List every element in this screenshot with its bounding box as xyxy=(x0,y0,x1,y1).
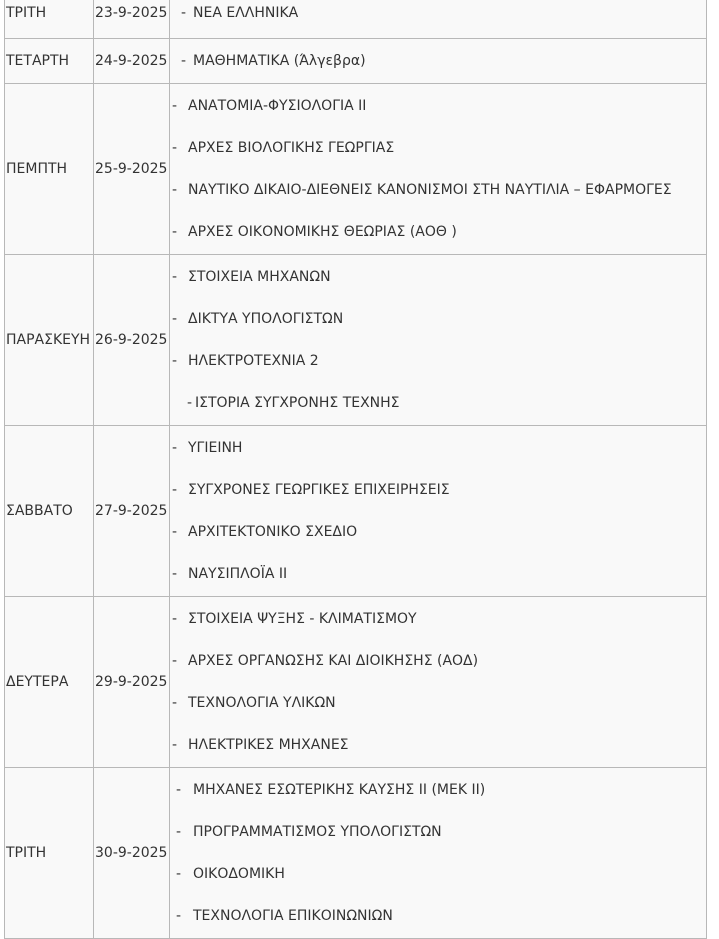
subject-text: ΑΡΧΕΣ ΟΡΓΑΝΩΣΗΣ ΚΑΙ ΔΙΟΙΚΗΣΗΣ (ΑΟΔ) xyxy=(188,653,479,669)
exam-schedule-table xyxy=(4,0,707,939)
subject-text: ΣΤΟΙΧΕΙΑ ΨΥΞΗΣ - ΚΛΙΜΑΤΙΣΜΟΥ xyxy=(188,611,417,627)
subjects-cell xyxy=(170,255,707,426)
date-cell: 24-9-2025 xyxy=(94,39,170,84)
subject-item xyxy=(171,895,706,937)
subject-item xyxy=(171,0,706,35)
subject-text: ΔΙΚΤΥΑ ΥΠΟΛΟΓΙΣΤΩΝ xyxy=(188,311,344,327)
bullet-dash: - xyxy=(172,224,178,240)
subjects-cell xyxy=(170,0,707,39)
bullet-dash: - xyxy=(176,866,182,882)
subject-item xyxy=(171,769,706,811)
day-cell: ΤΡΙΤΗ xyxy=(5,768,94,939)
subject-text: ΤΕΧΝΟΛΟΓΙΑ ΕΠΙΚΟΙΝΩΝΙΩΝ xyxy=(193,908,393,924)
bullet-dash: - xyxy=(172,269,178,285)
subject-text: ΗΛΕΚΤΡΙΚΕΣ ΜΗΧΑΝΕΣ xyxy=(188,737,349,753)
bullet-dash: - xyxy=(187,395,193,411)
bullet-dash: - xyxy=(172,737,178,753)
bullet-dash: - xyxy=(172,353,178,369)
subject-text: ΤΕΧΝΟΛΟΓΙΑ ΥΛΙΚΩΝ xyxy=(188,695,336,711)
subjects-cell xyxy=(170,84,707,255)
date-cell: 23-9-2025 xyxy=(94,0,170,39)
schedule-row xyxy=(5,255,707,426)
bullet-dash: - xyxy=(172,695,178,711)
subject-text: ΝΕΑ ΕΛΛΗΝΙΚΑ xyxy=(193,4,299,21)
bullet-dash: - xyxy=(181,4,187,21)
subject-text: ΜΗΧΑΝΕΣ ΕΣΩΤΕΡΙΚΗΣ ΚΑΥΣΗΣ ΙΙ (ΜΕΚ ΙΙ) xyxy=(193,782,486,798)
subject-item xyxy=(171,340,706,382)
bullet-dash: - xyxy=(172,611,178,627)
exam-schedule-body xyxy=(5,0,707,939)
subject-text: ΝΑΥΤΙΚΟ ΔΙΚΑΙΟ-ΔΙΕΘΝΕΙΣ ΚΑΝΟΝΙΣΜΟΙ ΣΤΗ ΝΑΥΤΙΛΙΑ – ΕΦΑΡΜΟΓΕΣ xyxy=(188,182,672,198)
day-cell: ΠΕΜΠΤΗ xyxy=(5,84,94,255)
schedule-row xyxy=(5,0,707,39)
subjects-cell xyxy=(170,39,707,84)
subject-item xyxy=(171,682,706,724)
schedule-row xyxy=(5,39,707,84)
subject-item xyxy=(171,382,706,424)
subject-item xyxy=(171,256,706,298)
bullet-dash: - xyxy=(176,782,182,798)
schedule-row xyxy=(5,768,707,939)
day-cell: ΣΑΒΒΑΤΟ xyxy=(5,426,94,597)
subject-item xyxy=(171,298,706,340)
bullet-dash: - xyxy=(172,182,178,198)
subject-item xyxy=(171,127,706,169)
day-cell: ΠΑΡΑΣΚΕΥΗ xyxy=(5,255,94,426)
schedule-row xyxy=(5,84,707,255)
subject-item xyxy=(171,469,706,511)
bullet-dash: - xyxy=(176,824,182,840)
subject-text: ΥΓΙΕΙΝΗ xyxy=(188,440,243,456)
schedule-row xyxy=(5,426,707,597)
subject-item xyxy=(171,427,706,469)
bullet-dash: - xyxy=(172,140,178,156)
schedule-row xyxy=(5,597,707,768)
subject-text: ΠΡΟΓΡΑΜΜΑΤΙΣΜΟΣ ΥΠΟΛΟΓΙΣΤΩΝ xyxy=(193,824,442,840)
subject-item xyxy=(171,39,706,83)
subject-item xyxy=(171,511,706,553)
bullet-dash: - xyxy=(176,908,182,924)
subject-item xyxy=(171,85,706,127)
bullet-dash: - xyxy=(172,440,178,456)
subject-text: ΟΙΚΟΔΟΜΙΚΗ xyxy=(193,866,285,882)
subject-text: ΑΡΧΙΤΕΚΤΟΝΙΚΟ ΣΧΕΔΙΟ xyxy=(188,524,358,540)
subject-text: ΑΡΧΕΣ ΟΙΚΟΝΟΜΙΚΗΣ ΘΕΩΡΙΑΣ (ΑΟΘ ) xyxy=(188,224,457,240)
subjects-cell xyxy=(170,597,707,768)
date-cell: 27-9-2025 xyxy=(94,426,170,597)
bullet-dash: - xyxy=(181,53,187,69)
bullet-dash: - xyxy=(172,566,178,582)
subject-text: ΝΑΥΣΙΠΛΟΪΑ ΙΙ xyxy=(188,566,288,582)
subject-item xyxy=(171,598,706,640)
subject-item xyxy=(171,553,706,595)
subjects-cell xyxy=(170,768,707,939)
subject-item xyxy=(171,211,706,253)
subject-text: ΗΛΕΚΤΡΟΤΕΧΝΙΑ 2 xyxy=(188,353,319,369)
bullet-dash: - xyxy=(172,524,178,540)
date-cell: 25-9-2025 xyxy=(94,84,170,255)
date-cell: 29-9-2025 xyxy=(94,597,170,768)
subject-text: ΑΝΑΤΟΜΙΑ-ΦΥΣΙΟΛΟΓΙΑ ΙΙ xyxy=(188,98,367,114)
day-cell: ΤΡΙΤΗ xyxy=(5,0,94,39)
subject-item xyxy=(171,724,706,766)
subject-text: ΣΥΓΧΡΟΝΕΣ ΓΕΩΡΓΙΚΕΣ ΕΠΙΧΕΙΡΗΣΕΙΣ xyxy=(188,482,450,498)
subject-item xyxy=(171,811,706,853)
subject-text: ΣΤΟΙΧΕΙΑ ΜΗΧΑΝΩΝ xyxy=(188,269,331,285)
bullet-dash: - xyxy=(172,311,178,327)
bullet-dash: - xyxy=(172,98,178,114)
date-cell: 26-9-2025 xyxy=(94,255,170,426)
bullet-dash: - xyxy=(172,653,178,669)
subject-text: ΑΡΧΕΣ ΒΙΟΛΟΓΙΚΗΣ ΓΕΩΡΓΙΑΣ xyxy=(188,140,395,156)
subject-text: ΙΣΤΟΡΙΑ ΣΥΓΧΡΟΝΗΣ ΤΕΧΝΗΣ xyxy=(195,395,400,411)
subject-item xyxy=(171,640,706,682)
day-cell: ΔΕΥΤΕΡΑ xyxy=(5,597,94,768)
bullet-dash: - xyxy=(172,482,178,498)
date-cell: 30-9-2025 xyxy=(94,768,170,939)
subject-item xyxy=(171,169,706,211)
subjects-cell xyxy=(170,426,707,597)
subject-item xyxy=(171,853,706,895)
day-cell: ΤΕΤΑΡΤΗ xyxy=(5,39,94,84)
subject-text: ΜΑΘΗΜΑΤΙΚΑ (Άλγεβρα) xyxy=(193,53,366,69)
